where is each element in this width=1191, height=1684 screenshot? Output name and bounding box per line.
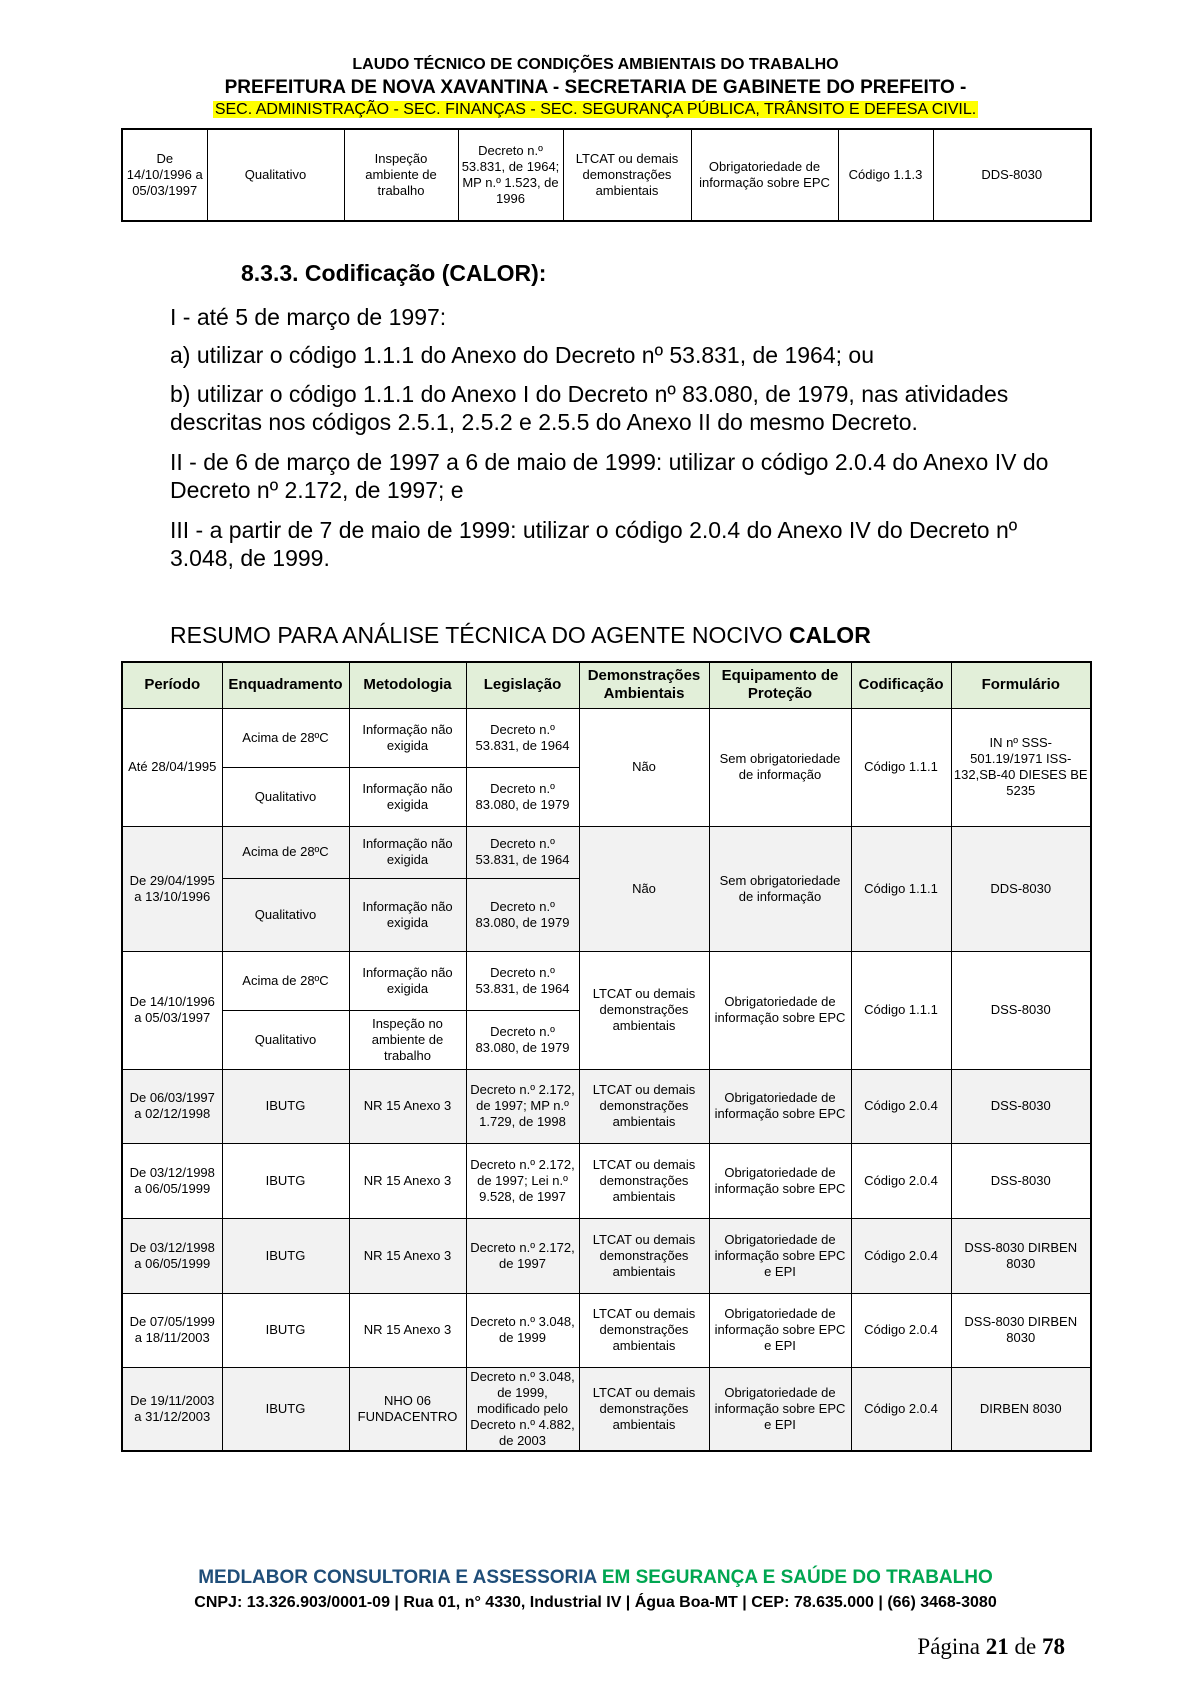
cell-equipamento: Obrigatoriedade de informação sobre EPC e EPI bbox=[709, 1367, 851, 1451]
page-number bbox=[917, 1634, 1065, 1660]
cell-legislacao: Decreto n.º 53.831, de 1964 bbox=[466, 826, 579, 878]
cell-legislacao: Decreto n.º 2.172, de 1997 bbox=[466, 1218, 579, 1293]
cell-demonstracoes: Não bbox=[579, 708, 709, 826]
cell-legislacao: Decreto n.º 83.080, de 1979 bbox=[466, 878, 579, 951]
cell-metodologia: NR 15 Anexo 3 bbox=[349, 1218, 466, 1293]
cell-codificacao: Código 1.1.1 bbox=[851, 951, 951, 1069]
cell-equipamento: Obrigatoriedade de informação sobre EPC bbox=[709, 1143, 851, 1218]
page-separator: de bbox=[1008, 1634, 1042, 1659]
paragraph: I - até 5 de março de 1997: bbox=[170, 304, 447, 330]
header-enquadramento: Enquadramento bbox=[222, 662, 349, 708]
cell-equipamento: Obrigatoriedade de informação sobre EPC bbox=[709, 1069, 851, 1143]
footer-company-name: MEDLABOR CONSULTORIA E ASSESSORIA bbox=[198, 1567, 597, 1588]
cell-codificacao: Código 1.1.1 bbox=[851, 826, 951, 951]
cell-demonstracoes: LTCAT ou demais demonstrações ambientais bbox=[579, 951, 709, 1069]
table-row bbox=[122, 1069, 1091, 1143]
cell-equipamento: Sem obrigatoriedade de informação bbox=[709, 708, 851, 826]
cell-metodologia: Inspeção ambiente de trabalho bbox=[344, 129, 458, 221]
cell-enquadramento: Qualitativo bbox=[222, 878, 349, 951]
cell-enquadramento: Qualitativo bbox=[222, 1010, 349, 1069]
cell-codificacao: Código 2.0.4 bbox=[851, 1143, 951, 1218]
header-departments-highlight: SEC. ADMINISTRAÇÃO - SEC. FINANÇAS - SEC. SEGURANÇA PÚBLICA, TRÂNSITO E DEFESA CIVIL. bbox=[214, 101, 977, 118]
section-title: 8.3.3. Codificação (CALOR): bbox=[241, 260, 547, 286]
table-row bbox=[122, 826, 1091, 878]
cell-metodologia: NHO 06 FUNDACENTRO bbox=[349, 1367, 466, 1451]
cell-metodologia: NR 15 Anexo 3 bbox=[349, 1293, 466, 1367]
cell-formulario: DSS-8030 bbox=[951, 1069, 1091, 1143]
cell-demonstracoes: LTCAT ou demais demonstrações ambientais bbox=[579, 1367, 709, 1451]
cell-legislacao: Decreto n.º 53.831, de 1964 bbox=[466, 708, 579, 767]
cell-metodologia: NR 15 Anexo 3 bbox=[349, 1143, 466, 1218]
header-organization: PREFEITURA DE NOVA XAVANTINA - SECRETARIA DE GABINETE DO PREFEITO - bbox=[224, 77, 967, 98]
continuation-table bbox=[121, 128, 1092, 222]
paragraph: b) utilizar o código 1.1.1 do Anexo I do Decreto nº 83.080, de 1979, nas atividades descritas nos códigos 2.5.1, 2.5.2 e 2.5.5 do Anexo II do mesmo Decreto. bbox=[170, 381, 1009, 435]
cell-equipamento: Obrigatoriedade de informação sobre EPC e EPI bbox=[709, 1293, 851, 1367]
cell-formulario: DSS-8030 DIRBEN 8030 bbox=[951, 1218, 1091, 1293]
cell-codificacao: Código 1.1.1 bbox=[851, 708, 951, 826]
cell-periodo: De 29/04/1995 a 13/10/1996 bbox=[122, 826, 222, 951]
cell-formulario: DSS-8030 bbox=[951, 951, 1091, 1069]
cell-equipamento: Obrigatoriedade de informação sobre EPC e EPI bbox=[709, 1218, 851, 1293]
cell-enquadramento: Qualitativo bbox=[207, 129, 344, 221]
header-demonstracoes: Demonstrações Ambientais bbox=[579, 662, 709, 708]
footer-address: CNPJ: 13.326.903/0001-09 | Rua 01, n° 4330, Industrial IV | Água Boa-MT | CEP: 78.635.000 | (66) 3468-3080 bbox=[194, 1594, 997, 1611]
header-departments bbox=[0, 101, 1191, 119]
table-row bbox=[122, 708, 1091, 767]
cell-codificacao: Código 2.0.4 bbox=[851, 1293, 951, 1367]
cell-enquadramento: Acima de 28ºC bbox=[222, 708, 349, 767]
cell-enquadramento: IBUTG bbox=[222, 1367, 349, 1451]
cell-enquadramento: Acima de 28ºC bbox=[222, 826, 349, 878]
cell-legislacao: Decreto n.º 3.048, de 1999, modificado pelo Decreto n.º 4.882, de 2003 bbox=[466, 1367, 579, 1451]
cell-demonstracoes: LTCAT ou demais demonstrações ambientais bbox=[579, 1069, 709, 1143]
cell-legislacao: Decreto n.º 83.080, de 1979 bbox=[466, 767, 579, 826]
cell-enquadramento: IBUTG bbox=[222, 1218, 349, 1293]
table-row bbox=[122, 951, 1091, 1010]
header-equipamento: Equipamento de Proteção bbox=[709, 662, 851, 708]
cell-demonstracoes: LTCAT ou demais demonstrações ambientais bbox=[563, 129, 691, 221]
summary-heading-text: RESUMO PARA ANÁLISE TÉCNICA DO AGENTE NOCIVO bbox=[170, 622, 790, 648]
header-codificacao: Codificação bbox=[851, 662, 951, 708]
cell-demonstracoes: LTCAT ou demais demonstrações ambientais bbox=[579, 1143, 709, 1218]
cell-equipamento: Obrigatoriedade de informação sobre EPC bbox=[709, 951, 851, 1069]
header-title: LAUDO TÉCNICO DE CONDIÇÕES AMBIENTAIS DO TRABALHO bbox=[352, 56, 839, 73]
table-row bbox=[122, 1293, 1091, 1367]
paragraph: III - a partir de 7 de maio de 1999: utilizar o código 2.0.4 do Anexo IV do Decreto nº 3.048, de 1999. bbox=[170, 517, 1018, 571]
cell-periodo: De 07/05/1999 a 18/11/2003 bbox=[122, 1293, 222, 1367]
cell-metodologia: Informação não exigida bbox=[349, 878, 466, 951]
header-legislacao: Legislação bbox=[466, 662, 579, 708]
cell-formulario: DDS-8030 bbox=[951, 826, 1091, 951]
cell-enquadramento: Acima de 28ºC bbox=[222, 951, 349, 1010]
page-label: Página bbox=[917, 1634, 986, 1659]
page-current: 21 bbox=[985, 1634, 1009, 1659]
cell-codificacao: Código 2.0.4 bbox=[851, 1367, 951, 1451]
summary-heading bbox=[170, 622, 871, 649]
cell-enquadramento: IBUTG bbox=[222, 1143, 349, 1218]
cell-codificacao: Código 1.1.3 bbox=[838, 129, 933, 221]
cell-equipamento: Obrigatoriedade de informação sobre EPC bbox=[691, 129, 838, 221]
cell-metodologia: Inspeção no ambiente de trabalho bbox=[349, 1010, 466, 1069]
cell-legislacao: Decreto n.º 53.831, de 1964 bbox=[466, 951, 579, 1010]
cell-periodo: De 14/10/1996 a 05/03/1997 bbox=[122, 129, 207, 221]
cell-periodo: De 06/03/1997 a 02/12/1998 bbox=[122, 1069, 222, 1143]
paragraph: a) utilizar o código 1.1.1 do Anexo do Decreto nº 53.831, de 1964; ou bbox=[170, 342, 875, 368]
cell-metodologia: Informação não exigida bbox=[349, 951, 466, 1010]
cell-codificacao: Código 2.0.4 bbox=[851, 1069, 951, 1143]
cell-enquadramento: IBUTG bbox=[222, 1293, 349, 1367]
cell-metodologia: NR 15 Anexo 3 bbox=[349, 1069, 466, 1143]
cell-periodo: De 03/12/1998 a 06/05/1999 bbox=[122, 1218, 222, 1293]
footer-company bbox=[0, 1567, 1191, 1589]
cell-metodologia: Informação não exigida bbox=[349, 767, 466, 826]
cell-demonstracoes: LTCAT ou demais demonstrações ambientais bbox=[579, 1293, 709, 1367]
cell-formulario: DSS-8030 bbox=[951, 1143, 1091, 1218]
cell-enquadramento: Qualitativo bbox=[222, 767, 349, 826]
cell-formulario: DSS-8030 DIRBEN 8030 bbox=[951, 1293, 1091, 1367]
header-formulario: Formulário bbox=[951, 662, 1091, 708]
page-total: 78 bbox=[1042, 1634, 1065, 1659]
table-row bbox=[122, 1143, 1091, 1218]
cell-periodo: Até 28/04/1995 bbox=[122, 708, 222, 826]
summary-heading-agent: CALOR bbox=[789, 622, 871, 648]
cell-periodo: De 19/11/2003 a 31/12/2003 bbox=[122, 1367, 222, 1451]
footer-company-tagline: EM SEGURANÇA E SAÚDE DO TRABALHO bbox=[596, 1567, 993, 1588]
summary-table bbox=[121, 661, 1092, 1452]
cell-formulario: DDS-8030 bbox=[933, 129, 1091, 221]
cell-legislacao: Decreto n.º 83.080, de 1979 bbox=[466, 1010, 579, 1069]
cell-equipamento: Sem obrigatoriedade de informação bbox=[709, 826, 851, 951]
cell-formulario: DIRBEN 8030 bbox=[951, 1367, 1091, 1451]
table-row bbox=[122, 129, 1091, 221]
header-periodo: Período bbox=[122, 662, 222, 708]
cell-legislacao: Decreto n.º 53.831, de 1964; MP n.º 1.523, de 1996 bbox=[458, 129, 563, 221]
header-metodologia: Metodologia bbox=[349, 662, 466, 708]
cell-periodo: De 03/12/1998 a 06/05/1999 bbox=[122, 1143, 222, 1218]
cell-metodologia: Informação não exigida bbox=[349, 826, 466, 878]
cell-enquadramento: IBUTG bbox=[222, 1069, 349, 1143]
cell-formulario: IN nº SSS-501.19/1971 ISS-132,SB-40 DIESES BE 5235 bbox=[951, 708, 1091, 826]
table-row bbox=[122, 1218, 1091, 1293]
cell-legislacao: Decreto n.º 2.172, de 1997; MP n.º 1.729, de 1998 bbox=[466, 1069, 579, 1143]
cell-codificacao: Código 2.0.4 bbox=[851, 1218, 951, 1293]
cell-legislacao: Decreto n.º 3.048, de 1999 bbox=[466, 1293, 579, 1367]
cell-periodo: De 14/10/1996 a 05/03/1997 bbox=[122, 951, 222, 1069]
cell-metodologia: Informação não exigida bbox=[349, 708, 466, 767]
cell-demonstracoes: LTCAT ou demais demonstrações ambientais bbox=[579, 1218, 709, 1293]
paragraph: II - de 6 de março de 1997 a 6 de maio de 1999: utilizar o código 2.0.4 do Anexo IV do Decreto nº 2.172, de 1997; e bbox=[170, 449, 1049, 503]
table-header-row bbox=[122, 662, 1091, 708]
cell-demonstracoes: Não bbox=[579, 826, 709, 951]
cell-legislacao: Decreto n.º 2.172, de 1997; Lei n.º 9.528, de 1997 bbox=[466, 1143, 579, 1218]
table-row bbox=[122, 1367, 1091, 1451]
